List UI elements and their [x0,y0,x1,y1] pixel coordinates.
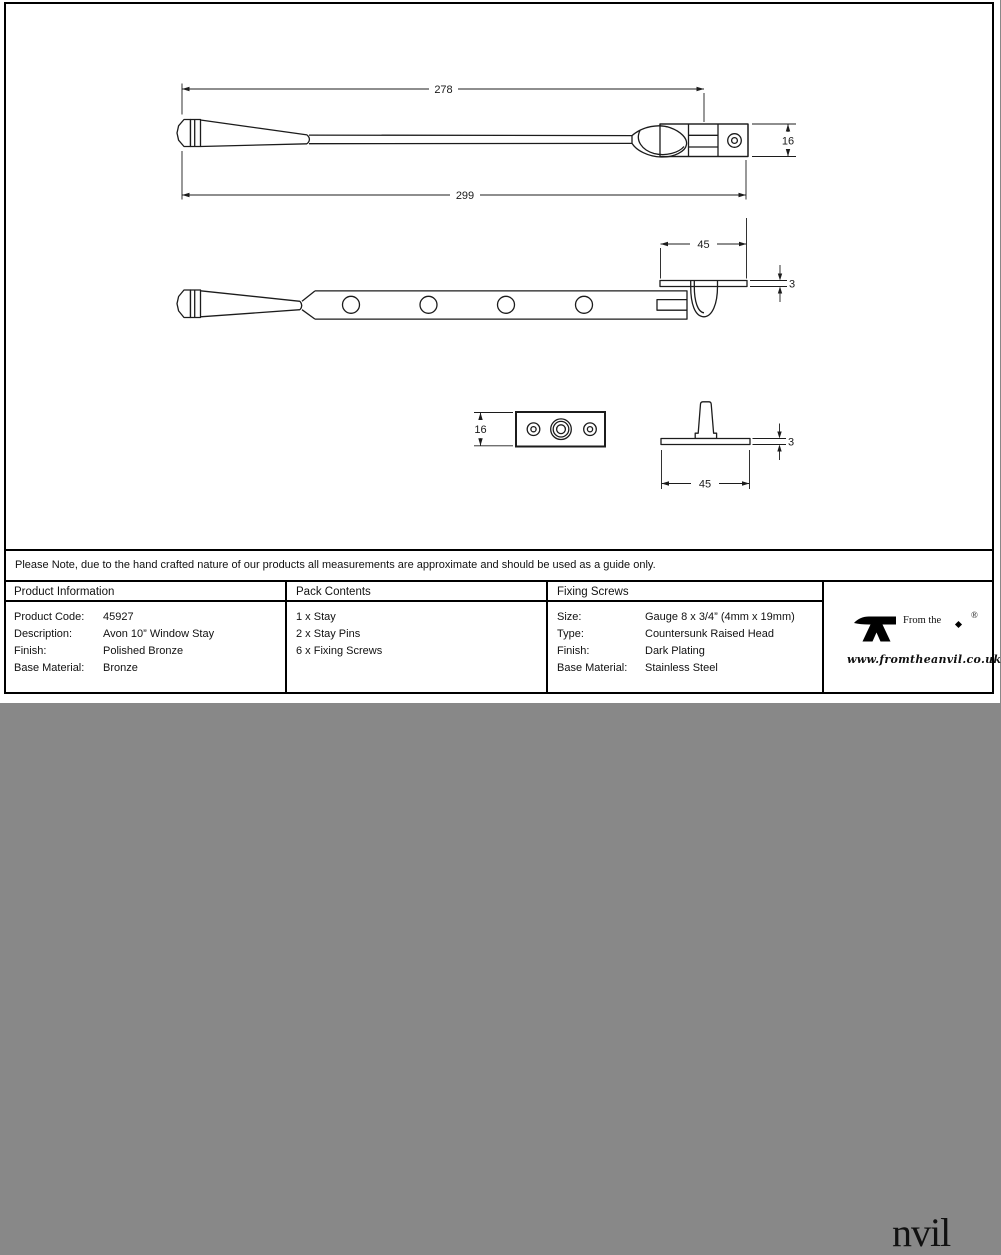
dim-3-keep [750,265,787,302]
handle-taper [201,120,308,135]
stay-side-view [177,120,748,158]
logo-url: www.fromtheanvil.co.uk [847,653,1001,666]
field-label: Finish: [14,645,47,657]
field-value: Polished Bronze [103,645,184,657]
product-info-row [14,609,214,626]
handle-cap [177,120,191,147]
handle-cap [177,290,191,318]
handle-collar [191,120,201,147]
handle-taper [201,291,301,302]
screw-hole [728,134,742,148]
table-divider-1 [285,582,287,694]
table-divider-2 [546,582,548,694]
field-label: Type: [557,628,584,640]
fixing-screws-row [557,609,795,626]
pack-contents-item: 1 x Stay [296,611,336,623]
fixing-screws-row [557,660,795,677]
field-label: Base Material: [14,662,85,674]
field-label: Finish: [557,645,590,657]
logo-from-the: From the [903,615,942,626]
header-product-information: Product Information [14,586,115,598]
dim-16-plate-label: 16 [474,424,487,436]
field-value: Dark Plating [645,645,705,657]
anvil-icon [853,613,897,644]
pin-base [661,439,750,445]
stay-plan-view [177,281,747,320]
note-bar [4,549,994,582]
pack-contents-item: 6 x Fixing Screws [296,645,383,657]
fixing-hole-1 [343,296,360,313]
field-value: Gauge 8 x 3/4” (4mm x 19mm) [645,611,795,623]
pack-contents-cell [296,609,382,660]
arm-chamfer [302,291,315,301]
fixing-screws-cell [557,609,795,677]
pack-contents-item: 2 x Stay Pins [296,628,361,640]
fixing-hole-4 [576,296,593,313]
dim-3-pin-label: 3 [788,436,795,449]
logo-diamond-icon [955,621,962,628]
fixing-hole-2 [420,296,437,313]
dim-3-pin [753,424,787,461]
dim-3-keep-label: 3 [789,278,796,291]
end-notch [657,300,687,311]
brand-logo [823,602,1001,1255]
fixing-screws-row [557,643,795,660]
keep-plate-side-view [660,281,747,317]
technical-drawing [0,0,1000,545]
field-value: Stainless Steel [645,662,718,674]
field-label: Size: [557,611,582,623]
dim-16-end-label: 16 [781,135,795,148]
dim-45-keep-label: 45 [697,238,710,251]
field-value: 45927 [103,611,134,623]
product-info-row [14,660,214,677]
dim-278-label: 278 [434,83,453,96]
field-value: Countersunk Raised Head [645,628,775,640]
fixing-hole-3 [498,296,515,313]
product-info-row [14,626,214,643]
dim-299-label: 299 [455,189,475,202]
field-label: Product Code: [14,611,85,623]
field-label: Description: [14,628,73,640]
field-label: Base Material: [557,662,628,674]
field-value: Avon 10” Window Stay [103,628,215,640]
product-info-row [14,643,214,660]
logo-name: nvil [892,1210,951,1255]
fixing-screws-row [557,626,795,643]
header-fixing-screws: Fixing Screws [557,586,629,598]
dim-45-pin-label: 45 [698,478,712,491]
stay-arm [309,135,633,136]
product-information-cell [14,609,214,677]
note-text: Please Note, due to the hand crafted nature of our products all measurements are approximate and should be used as a guide only. [15,559,656,571]
keep-plate-front-view [516,412,605,447]
registered-mark: ® [971,610,978,620]
pin-cone [695,402,716,439]
handle-collar [191,290,201,318]
field-value: Bronze [103,662,138,674]
header-pack-contents: Pack Contents [296,586,371,598]
table-header-divider [4,600,823,602]
stay-pin-side-view [661,402,750,445]
